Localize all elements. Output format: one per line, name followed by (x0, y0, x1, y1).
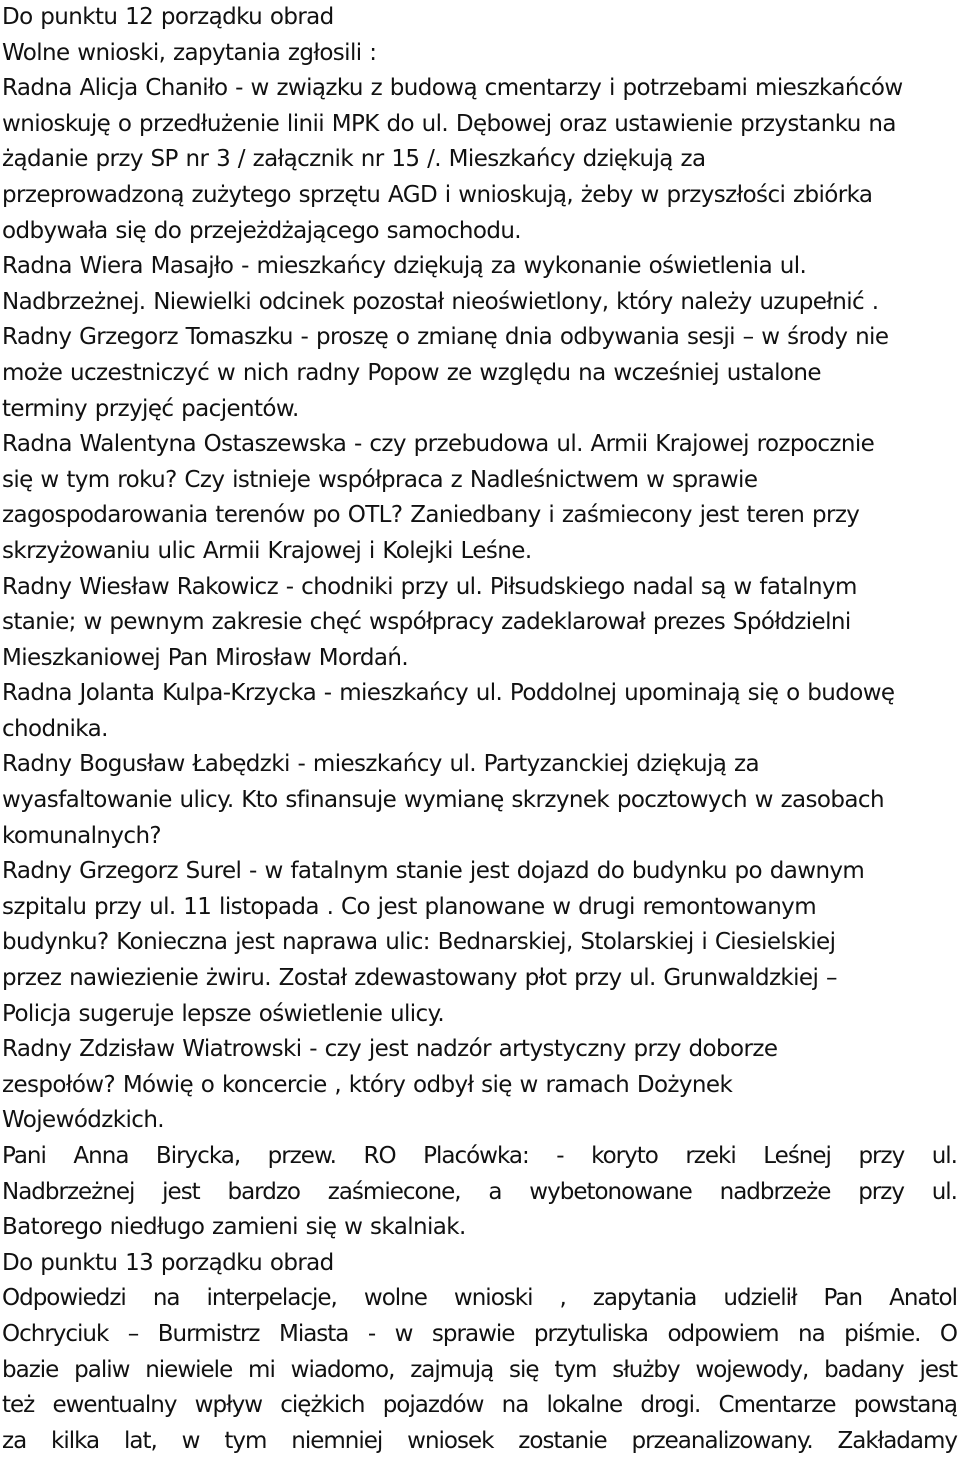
text-line-justified: Ochryciuk – Burmistrz Miasta - w sprawie przytuliska odpowiem na piśmie. O (2, 1320, 957, 1347)
text-line: przez nawiezienie żwiru. Został zdewastowany płot przy ul. Grunwaldzkiej – (2, 965, 837, 992)
text-line: zespołów? Mówię o koncercie , który odbył się w ramach Dożynek (2, 1071, 733, 1098)
text-line-justified: bazie paliw niewiele mi wiadomo, zajmują się tym służby wojewody, badany jest (2, 1356, 957, 1383)
text-line: Policja sugeruje lepsze oświetlenie ulicy. (2, 1000, 445, 1027)
text-line: budynku? Konieczna jest naprawa ulic: Bednarskiej, Stolarskiej i Ciesielskiej (2, 929, 836, 956)
text-line: może uczestniczyć w nich radny Popow ze względu na wcześniej ustalone (2, 359, 821, 386)
text-line: się w tym roku? Czy istnieje współpraca z Nadleśnictwem w sprawie (2, 466, 758, 493)
text-line: wnioskuję o przedłużenie linii MPK do ul. Dębowej oraz ustawienie przystanku na (2, 110, 896, 137)
text-line-justified: za kilka lat, w tym niemniej wniosek zostanie przeanalizowany. Zakładamy (2, 1427, 957, 1454)
heading-item-13: Do punktu 13 porządku obrad (2, 1249, 334, 1276)
text-line: Radny Grzegorz Tomaszku - proszę o zmianę dnia odbywania sesji – w środy nie (2, 324, 889, 351)
text-line: zagospodarowania terenów po OTL? Zaniedbany i zaśmiecony jest teren przy (2, 502, 860, 529)
text-line: Radna Wiera Masajło - mieszkańcy dziękują za wykonanie oświetlenia ul. (2, 253, 807, 280)
text-line: Nadbrzeżnej. Niewielki odcinek pozostał nieoświetlony, który należy uzupełnić . (2, 288, 879, 315)
text-line: stanie; w pewnym zakresie chęć współpracy zadeklarował prezes Spółdzielni (2, 609, 851, 636)
text-line: skrzyżowaniu ulic Armii Krajowej i Kolejki Leśne. (2, 537, 532, 564)
text-line: żądanie przy SP nr 3 / załącznik nr 15 /. Mieszkańcy dziękują za (2, 146, 706, 173)
text-line: Wolne wnioski, zapytania zgłosili : (2, 39, 377, 66)
text-line: szpitalu przy ul. 11 listopada . Co jest planowane w drugi remontowanym (2, 893, 816, 920)
text-line: Radny Grzegorz Surel - w fatalnym stanie jest dojazd do budynku po dawnym (2, 858, 865, 885)
text-line: Radny Zdzisław Wiatrowski - czy jest nadzór artystyczny przy doborze (2, 1036, 778, 1063)
text-line: Radna Walentyna Ostaszewska - czy przebudowa ul. Armii Krajowej rozpocznie (2, 431, 875, 458)
text-line: Radna Jolanta Kulpa-Krzycka - mieszkańcy ul. Poddolnej upominają się o budowę (2, 680, 895, 707)
heading-item-12: Do punktu 12 porządku obrad (2, 4, 334, 30)
text-line: Mieszkaniowej Pan Mirosław Mordań. (2, 644, 409, 671)
text-line-justified: Pani Anna Birycka, przew. RO Placówka: - koryto rzeki Leśnej przy ul. (2, 1143, 957, 1169)
text-line: chodnika. (2, 715, 108, 742)
text-line: komunalnych? (2, 822, 162, 849)
text-line: Radny Bogusław Łabędzki - mieszkańcy ul. Partyzanckiej dziękują za (2, 751, 759, 778)
text-line: Radny Wiesław Rakowicz - chodniki przy ul. Piłsudskiego nadal są w fatalnym (2, 573, 857, 600)
text-line-justified: Nadbrzeżnej jest bardzo zaśmiecone, a wybetonowane nadbrzeże przy ul. (2, 1178, 957, 1205)
text-line: terminy przyjęć pacjentów. (2, 395, 299, 422)
text-line: Wojewódzkich. (2, 1107, 165, 1134)
text-line: przeprowadzoną zużytego sprzętu AGD i wnioskują, żeby w przyszłości zbiórka (2, 181, 873, 208)
text-line-justified: też ewentualny wpływ ciężkich pojazdów na lokalne drogi. Cmentarze powstaną (2, 1392, 957, 1419)
text-line: odbywała się do przejeżdżającego samochodu. (2, 217, 522, 244)
text-line: wyasfaltowanie ulicy. Kto sfinansuje wymianę skrzynek pocztowych w zasobach (2, 787, 884, 814)
text-line: Batorego niedługo zamieni się w skalniak. (2, 1214, 466, 1241)
text-line-justified: Odpowiedzi na interpelacje, wolne wnioski , zapytania udzielił Pan Anatol (2, 1285, 957, 1312)
text-line: Radna Alicja Chaniło - w związku z budową cmentarzy i potrzebami mieszkańców (2, 75, 903, 102)
